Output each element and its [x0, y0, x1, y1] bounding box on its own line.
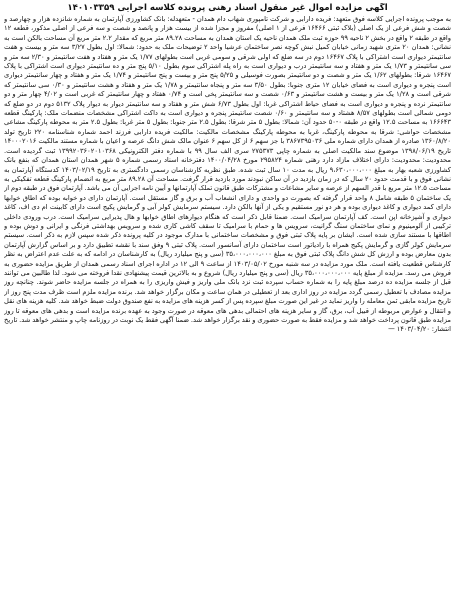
notice-title: آگهی مزایده اموال غیر منقول اسناد رهنی پرونده کلاسه اجرایی ۱۴۰۱۰۳۳۵۹ [67, 3, 388, 13]
auction-notice [4, 3, 451, 592]
notice-body: به موجب پرونده اجرایی کلاسه فوق متعهد: فریده دارابی و شرکت تامپوری شهاب دام همدان - متعهدله: بانک کشاورزی آپارتمان به شماره شانزده هزار و چهارصد و شصت و شش فرعی از یک اصلی (بلاک ثبتی ۱۶۴۶۶ فرعی از ۱ اصلی) مفروز و مجزا شده از بیست هزار و پانصد و شصت و سه فرعی از اصلی مذکور، قطعه ۱۲ واقع در طبقه ۲ واقع در بخش ۲ ناحیه ۹۹ حوزه ثبت ملک همدان ناحیه یک استان همدان به مساحت ۸۹.۲۸ متر مربع که مقدار ۲.۲ متر مربع آن مساحت بالکن است به نشانی: همدان ۲۰ متری شهید زمانی خیابان کمیل نبش کوچه نصر ساختمان عرشیا واحد ۲ توضیحات ملک به حدود: شمالا: اول بطول ۳/۲۷ سه متر و بیست و هفت سانتیمتر دیواری است اشتراکی با پلاک ۱۶۴۶۷ دوم در سه ضلع که اولی شرقی و سومی غربی است بطولهای ۱/۷۷ یک متر و هفتاد و هفت سانتیمتر و ۲/۳۰ سه متر و سی سانتیمتر و ۱/۷۳ یک متر و هفتاد و سه سانتیمتر درب و دیواری است به راه پله اشتراکی سوم بطول ۵/۱۰ پنج متر و ده سانتیمتر دیواری است اشتراکی با پلاک ۱۶۴۶۷ شرقا: بطولهای ۱/۶۲ یک متر و شصت و دو سانتیمتر بصورت فوسیلی و ۵/۲۵ پنج متر و بیست و پنج سانتیمتر و ۱/۷۴ یک متر و هفتاد و چهار سانتیمتر دیواری است پنجره و دیواری است به فضای خیابان ۱۲ متری جنوبا: بطول ۳/۵۰ سه متر و پنجاه سانتیمتر و ۱/۷۸ یک متر و هفتاد و هشت سانتیمتر و ۰/۳۰ سی سانتیمتر که شرقی است و ۱/۲۸ یک متر و بیست و هشت سانتیمتر و ۰/۶۳ شصت و سه سانتیمتر پخی است و ۰/۷۴ هفتاد و چهار سانتیمتر که غربی است و ۴/۰۲ چهار متر و دو سانتیمتر نرده و پنجره و دیواری است به فضای حیاط اشتراکی غربا: اول بطول ۶/۷۳ شش متر و هفتاد و سه سانتیمتر دیوار به دیوار پلاک ۵۱۳۲ دوم در دو ضلع که دومی شمالی است بطولهای ۸/۵۷ هشتاد و سه سانتیمتر و ۰/۶۰ شصت سانتیمتر پنجره و دیواری است به داکت اشتراکی مشخصات منضمات ملک: پارکینگ قطعه ۱۶۶۶۴۳ به مساحت ۱۲.۵ واقع در طبقه ۰-۵۰ حدود آن: شمالا: بطول ۵ متر شرقا: بطول ۲.۵ متر جنوبا: بطول ۵ متر غربا: بطول ۲.۵ متر به محوطه پارکینگ مشاعی مشخصات حواشی: شرقا به محوطه پارکینگ، غربا به محوطه پارکینگ مشخصات مالکیت: مالکیت فریده دارابی فرزند احمد شماره شناسنامه ۲۲۰ تاریخ تولد ۱۳۶۰/۸/۲۰ صادره از همدان دارای شماره ملی ۳۸۶۷۳۹۵۰۳۶ با جز سهم ۶ از کل سهم ۶ عنوان مالک شش دانگ عرصه و اعیان با شماره مستند مالکیت ۱۴۰۰۰۲۰۱۶ تاریخ ۱۳۹۸/۰۶/۱۹ موضوع سند مالکیت اصلی به شماره چاپی ۲۷۵۳۷۳ سری الف سال ۹۹ با شماره دفتر الکترونیکی ۱۳۹۹۲۰۳۶۰۲۰۱۰۳۶۸ ثبت گردیده است. محدودیت: محدودیت: دارای اختلاف مازاد دارد رهنی شماره ۲۹۵۸۲۴ مورخ ۱۴۰۰/۰۴/۲۸ دفترخانه اسناد رسمی شماره ۵ شهر همدان استان همدان که بنفع بانک کشاورزی شعبه بهار به مبلغ ۹،۶۳۰،۰۰۰،۰۰۰ ریال به مدت ۱۰ سال ثبت شده. طبق نظریه کارشناسان رسمی دادگستری به تاریخ ۱۴۰۳/۰۲/۱۹ کدستگاه آپارتمان به نشانی فوق و با قدمت حدود ۲۰ سال که در زمان بازدید در آن ساکن نبودند مورد بازدید قرار گرفت. مساحت آن ۸۹.۲۸ متر مربع به انضمام پارکینگ قطعه تفکیکی به مساحت ۱۲.۵ متر مربع با قدر السهم از عرصه و سایر مشاعات و مشترکات طبق قانون تملک آپارتمانها و آیین نامه اجرایی آن می باشد. آپارتمان فوق در طبقه دوم از یک ساختمان ۵ طبقه شامل ۸ واحد قرار گرفته که بصورت دو واحدی و دارای انشعاب آب و برق و گاز مستقل است. آپارتمان دارای دو خوابه بوده که اطاق خوابها دارای کمد دیواری و کاغذ دیواری بوده و هر دو نور مستقیم و یکی از آنها بالکن دارد. سیستم سرمایش کولر آبی و گرمایش پکیج است دارای کابینت ام دی اف، کاغذ دیواری و آشپزخانه اپن است. کف آپارتمان سرامیک است. ضمنا قابل ذکر است که هنگام دیوارهای اطاق خوابها و هال پذیرایی سرامیک است. درب ورودی داخلی ترکیبی از آلومینیوم و نمای ساختمان سنگ گرانیت، سرویس ها و حمام با سرامیک تا سقف کاشی کاری شده و سرویس بهداشتی فرنگی و ایرانی و دوش بوده و اطاقها با مستند سازی شده است. ایشان بر پایه پلاک ثبتی فوق و مشخصات ساختمانی با مدارک موجود در کلیه پرونده ذکر شده سپس لازم به ذکر است. سیستم سرمایش کولر گازی و گرمایش پکیج همراه با رادیاتور است ساختمان دارای آسانسور است. پلاک ثبتی ۹ وفق سند با نقشه تطبیق دارد و بر اساس گزارش آپارتمان بدون معارض بوده و ارزش کل شش دانگ پلاک ثبتی فوق به مبلغ ۳۵،۰۰۰،۰۰۰،۰۰۰ (سی و پنج میلیارد ریال) به کارشناسان در ادامه که به علت عدم اعتراض به نظر کارشناس قطعیت یافته است. ملک مورد مزایده در سه شنبه مورخ ۱۴۰۳/۰۵/۰۲ از ساعت ۹ الی ۱۲ در اداره اجرای اسناد رسمی همدان از طریق مزایده حضوری به فروش می رسد. مزایده از مبلغ پایه ۳۵،۰۰۰،۰۰۰،۰۰۰ ریال (سی و پنج میلیارد ریال) شروع و به بالاترین قیمت پیشنهادی نقدا فروخته می شود. لذا طالبین می توانند قبل از جلسه مزایده ده درصد مبلغ پایه را به شماره حساب سپرده ثبت نزد بانک ملی واریز و فیش واریزی را به همراه در جلسه مزایده حاضر شوند. چنانچه روز مزایده مصادف با تعطیل رسمی گردد مزایده در روز اداری بعد از تعطیلی در همان ساعت و مکان برگزار خواهد شد. برنده مزایده ملزم است ظرف مدت پنج روز از تاریخ مزایده مابقی ثمن معامله را واریز نماید در غیر این صورت مبلغ سپرده پس از کسر هزینه های مزایده به نفع صندوق دولت ضبط خواهد شد. کلیه هزینه های نقل و انتقال و عوارض مربوطه از قبیل آب، برق، گاز و سایر هزینه های احتمالی بدهی های معوقه در صورت وجود به عهده برنده مزایده است و بدهی های معوقه تا روز مزایده طبق قانون پرداخت خواهد شد و مزایده فقط به صورت حضوری و نقد برگزار خواهد شد. ضمنا آگهی فقط یک نوبت در روزنامه چاپ و منتشر خواهد شد. تاریخ انتشار: ۱۴۰۳/۰۴/۲۰ — [4, 15, 451, 334]
